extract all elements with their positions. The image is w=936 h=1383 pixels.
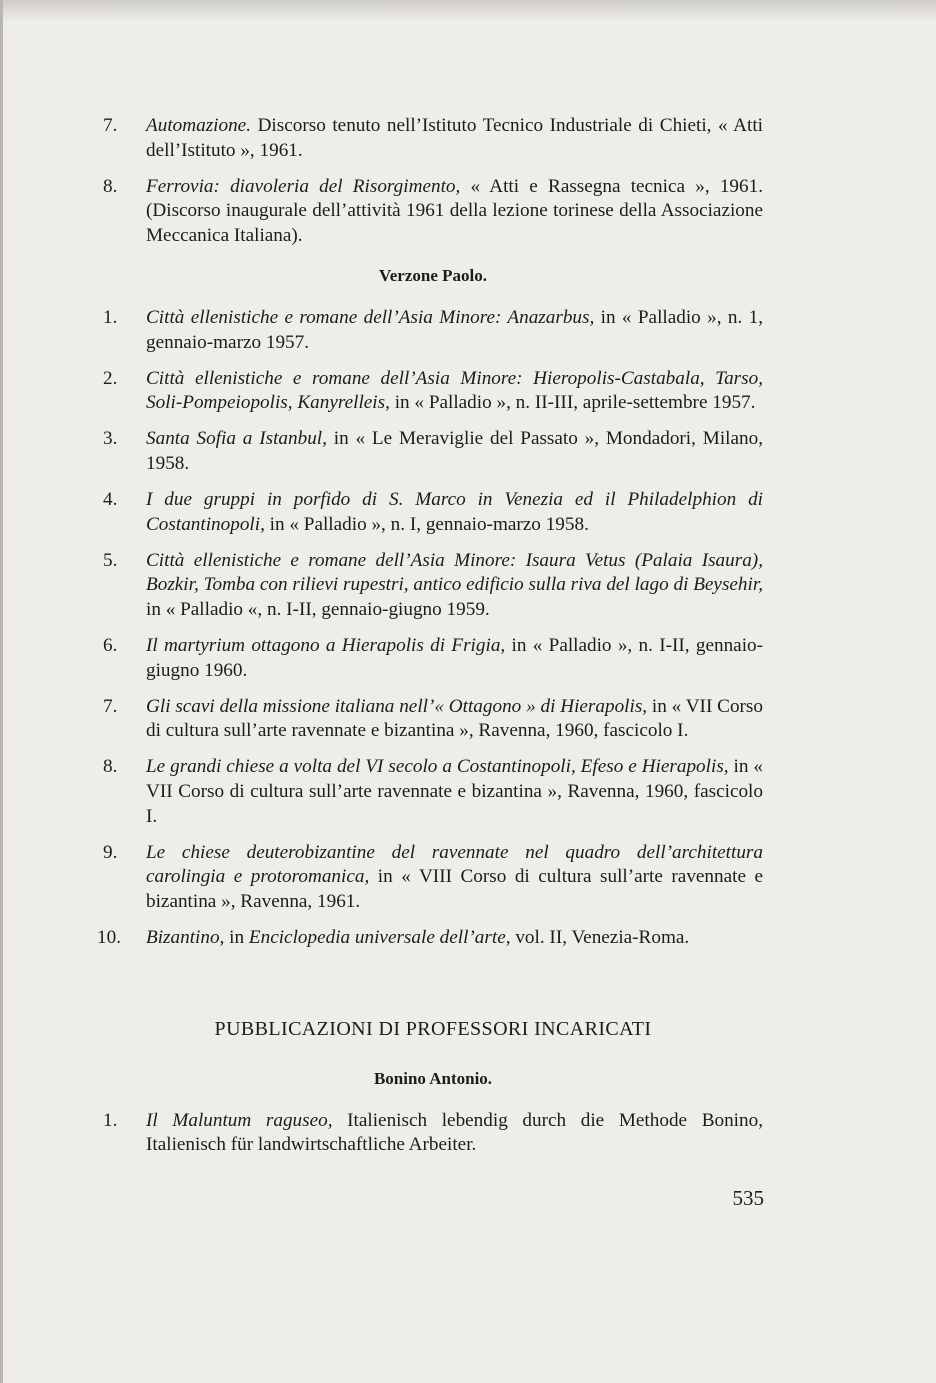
bibliography-entry: [103, 695, 763, 744]
page-number: 535: [732, 1186, 764, 1210]
bibliography-entry: [103, 841, 763, 915]
bibliography-entry: [103, 367, 763, 416]
entry-details: in « Palladio », n. I, gennaio-marzo 1958.: [264, 513, 589, 535]
entry-title: Il martyrium ottagono a Hierapolis di Frigia,: [146, 635, 506, 657]
entry-details: in: [224, 927, 249, 949]
author-heading-bonino: Bonino Antonio.: [373, 1069, 493, 1089]
page-content: [97, 114, 764, 1170]
entry-number: 7.: [103, 695, 118, 717]
entry-title: Bizantino,: [146, 927, 225, 949]
bibliography-entry: [103, 634, 763, 683]
entry-number: 8.: [103, 175, 118, 197]
bibliography-entry: [103, 427, 763, 476]
bibliography-entry: [103, 175, 763, 249]
entry-title: Automazione.: [146, 115, 251, 136]
entry-details: in « Palladio », n. II-III, aprile-settembre 1957.: [389, 392, 756, 414]
entry-title: Città ellenistiche e romane dell’Asia Minore: Anazarbus,: [146, 307, 595, 329]
entry-details-secondary: vol. II, Venezia-Roma.: [510, 927, 690, 949]
entry-title: Gli scavi della missione italiana nell’« Ottagono » di Hierapolis,: [146, 695, 648, 717]
entry-number: 1.: [103, 307, 118, 329]
entry-details: in « Palladio «, n. I-II, gennaio-giugno 1959.: [146, 599, 490, 620]
entry-title: Città ellenistiche e romane dell’Asia Minore: Hieropolis-Castabala, Tarso, Soli-Pompeiopolis, Kanyrelleis,: [146, 367, 763, 414]
entry-title: Santa Sofia a Istanbul,: [146, 428, 327, 450]
entry-number: 4.: [103, 489, 118, 511]
entry-number: 10.: [97, 927, 121, 949]
bibliography-entry: [97, 926, 763, 951]
entry-number: 5.: [103, 549, 118, 571]
author-heading-verzone: Verzone Paolo.: [379, 266, 487, 286]
entry-number: 3.: [103, 428, 118, 450]
entry-number: 6.: [103, 635, 118, 657]
entry-details: in « Le Meraviglie del Passato », Mondadori, Milano, 1958.: [146, 428, 763, 475]
entry-title: Il Maluntum raguseo,: [146, 1109, 333, 1131]
bibliography-entry: [103, 114, 763, 163]
entry-details: in « VIII Corso di cultura sull’arte ravennate e bizantina », Ravenna, 1961.: [146, 866, 764, 912]
bibliography-entry: [103, 549, 763, 623]
entry-title-secondary: Enciclopedia universale dell’arte,: [248, 927, 511, 949]
entry-details: « Atti e Rassegna tecnica », 1961. (Discorso inaugurale dell’attività 1961 della lezione torinese della Associazione Meccanica Italiana).: [146, 175, 763, 246]
entry-details: in « Palladio », n. I-II, gennaio-giugno 1960.: [146, 635, 764, 681]
bibliography-entry: [103, 306, 763, 355]
entry-title: Le chiese deuterobizantine del ravennate nel quadro dell’architettura carolingia e protoromanica,: [146, 841, 763, 888]
entry-number: 2.: [103, 367, 118, 389]
entry-title: Ferrovia: diavoleria del Risorgimento,: [146, 175, 461, 197]
entry-title: Città ellenistiche e romane dell’Asia Minore: Isaura Vetus (Palaia Isaura), Bozkir, Tomba con rilievi rupestri, antico edificio sulla riva del lago di Beysehir,: [146, 549, 763, 596]
bibliography-entry: [103, 1109, 763, 1158]
entry-number: 1.: [103, 1109, 118, 1131]
bibliography-entry: [103, 488, 763, 537]
page-left-edge: [0, 0, 3, 1383]
entry-details: Italienisch lebendig durch die Methode Bonino, Italienisch für landwirtschaftliche Arbeiter.: [146, 1109, 763, 1156]
entry-details: in « Palladio », n. 1, gennaio-marzo 1957.: [146, 307, 763, 353]
page-top-shadow: [0, 0, 936, 22]
entry-details: in « VII Corso di cultura sull’arte ravennate e bizantina », Ravenna, 1960, fascicolo I.: [146, 695, 763, 742]
section-title: PUBBLICAZIONI DI PROFESSORI INCARICATI: [214, 1017, 652, 1040]
entry-details: in « VII Corso di cultura sull’arte ravennate e bizantina », Ravenna, 1960, fascicolo I.: [146, 756, 763, 827]
entry-number: 9.: [103, 841, 118, 863]
bibliography-entry: [103, 755, 763, 829]
entry-title: Le grandi chiese a volta del VI secolo a Costantinopoli, Efeso e Hierapolis,: [146, 756, 729, 778]
entry-number: 8.: [103, 756, 118, 778]
entry-title: I due gruppi in porfido di S. Marco in Venezia ed il Philadelphion di Costantinopoli,: [146, 489, 763, 535]
entry-details: Discorso tenuto nell’Istituto Tecnico Industriale di Chieti, « Atti dell’Istituto », 1961.: [146, 115, 763, 161]
entry-number: 7.: [103, 115, 118, 136]
